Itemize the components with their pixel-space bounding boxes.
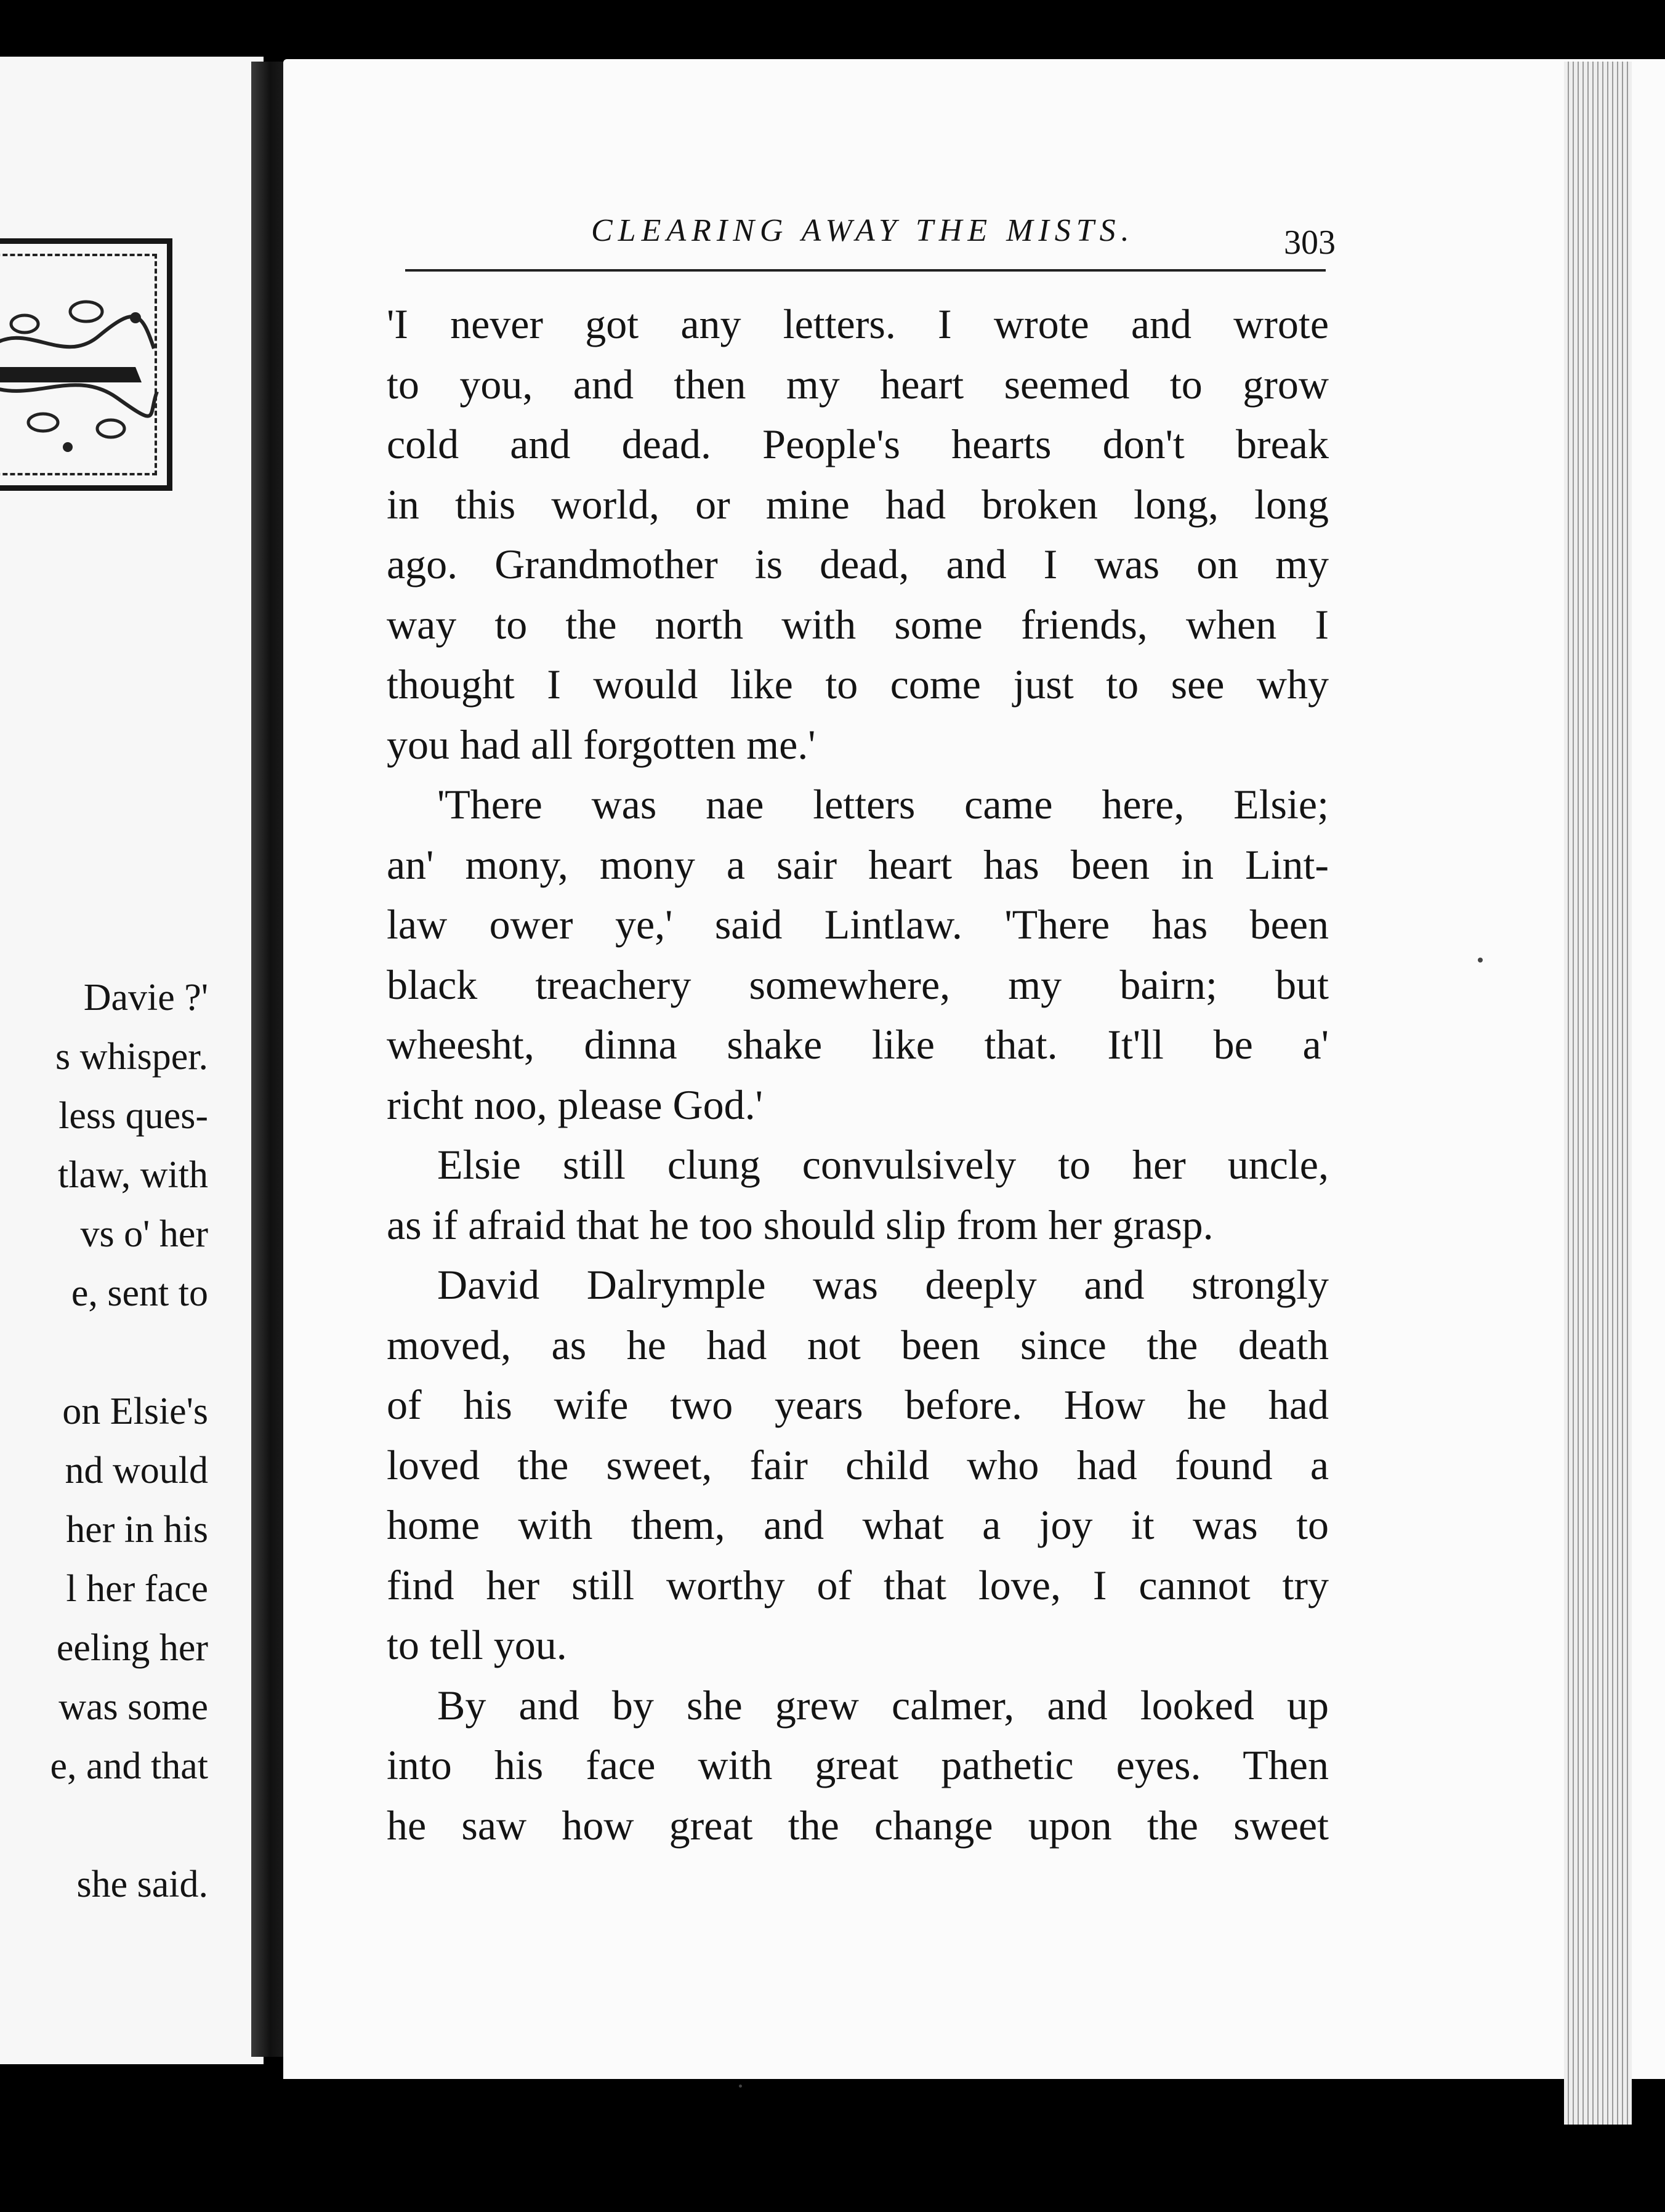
previous-page-line: e, sent to [71,1272,208,1314]
text-line: law ower ye,' said Lintlaw. 'There has been [387,901,1329,948]
previous-page-fragment [0,57,264,2064]
page-number: 303 [1284,224,1336,262]
previous-page-line: vs o' her [80,1213,208,1255]
floral-vine-icon [0,244,172,496]
previous-page-line [0,1796,208,1855]
previous-page-line: less ques- [58,1095,208,1137]
decorative-ornament [0,238,172,491]
previous-page-line: Davie ?' [83,977,208,1019]
text-line: you had all forgotten me.' [387,721,816,768]
text-line: ago. Grandmother is dead, and I was on my [387,541,1329,587]
text-line: home with them, and what a joy it was to [387,1501,1329,1548]
text-line: Elsie still clung convulsively to her uncle, [437,1141,1329,1188]
text-line: 'I never got any letters. I wrote and wrote [387,301,1329,347]
previous-page-line: her in his [66,1509,208,1551]
header-rule [405,269,1326,272]
text-line: By and by she grew calmer, and looked up [437,1681,1329,1729]
previous-page-line: eeling her [56,1627,208,1669]
text-line: to you, and then my heart seemed to grow [387,360,1329,408]
running-head-title: CLEARING AWAY THE MISTS. [591,213,1135,248]
paper-speck [1478,958,1483,963]
previous-page-line: s whisper. [55,1036,208,1078]
text-line: to tell you. [387,1621,567,1668]
text-line: 'There was nae letters came here, Elsie; [437,781,1329,828]
text-line: black treachery somewhere, my bairn; but [387,961,1329,1008]
previous-page-text [0,968,208,1914]
previous-page-line: she said. [76,1863,208,1905]
text-line: way to the north with some friends, when I [387,600,1329,648]
previous-page-line [0,1323,208,1382]
text-line: as if afraid that he too should slip from her grasp. [387,1201,1214,1248]
previous-page-line: l her face [66,1568,208,1610]
book-gutter [251,62,283,2057]
text-line: he saw how great the change upon the sweet [387,1801,1329,1849]
text-line: cold and dead. People's hearts don't break [387,421,1329,467]
page-body-text [387,294,1329,1855]
text-line: of his wife two years before. How he had [387,1381,1329,1428]
previous-page-line: nd would [65,1450,208,1491]
text-line: into his face with great pathetic eyes. Then [387,1742,1329,1788]
text-line: wheesht, dinna shake like that. It'll be a' [387,1021,1329,1068]
text-line: in this world, or mine had broken long, long [387,480,1329,528]
page-edges [1564,62,1632,2125]
text-line: thought I would like to come just to see why [387,661,1329,708]
previous-page-line: e, and that [50,1745,208,1787]
previous-page-line: on Elsie's [62,1391,208,1432]
text-line: richt noo, please God.' [387,1081,763,1128]
paper-speck [739,2085,742,2088]
previous-page-line: tlaw, with [58,1154,208,1196]
text-line: find her still worthy of that love, I cannot try [387,1561,1329,1609]
text-line: an' mony, mony a sair heart has been in Lint- [387,841,1329,888]
text-line: loved the sweet, fair child who had found a [387,1441,1329,1488]
previous-page-line: was some [58,1686,208,1728]
text-line: moved, as he had not been since the death [387,1321,1329,1368]
text-line: David Dalrymple was deeply and strongly [437,1261,1329,1308]
